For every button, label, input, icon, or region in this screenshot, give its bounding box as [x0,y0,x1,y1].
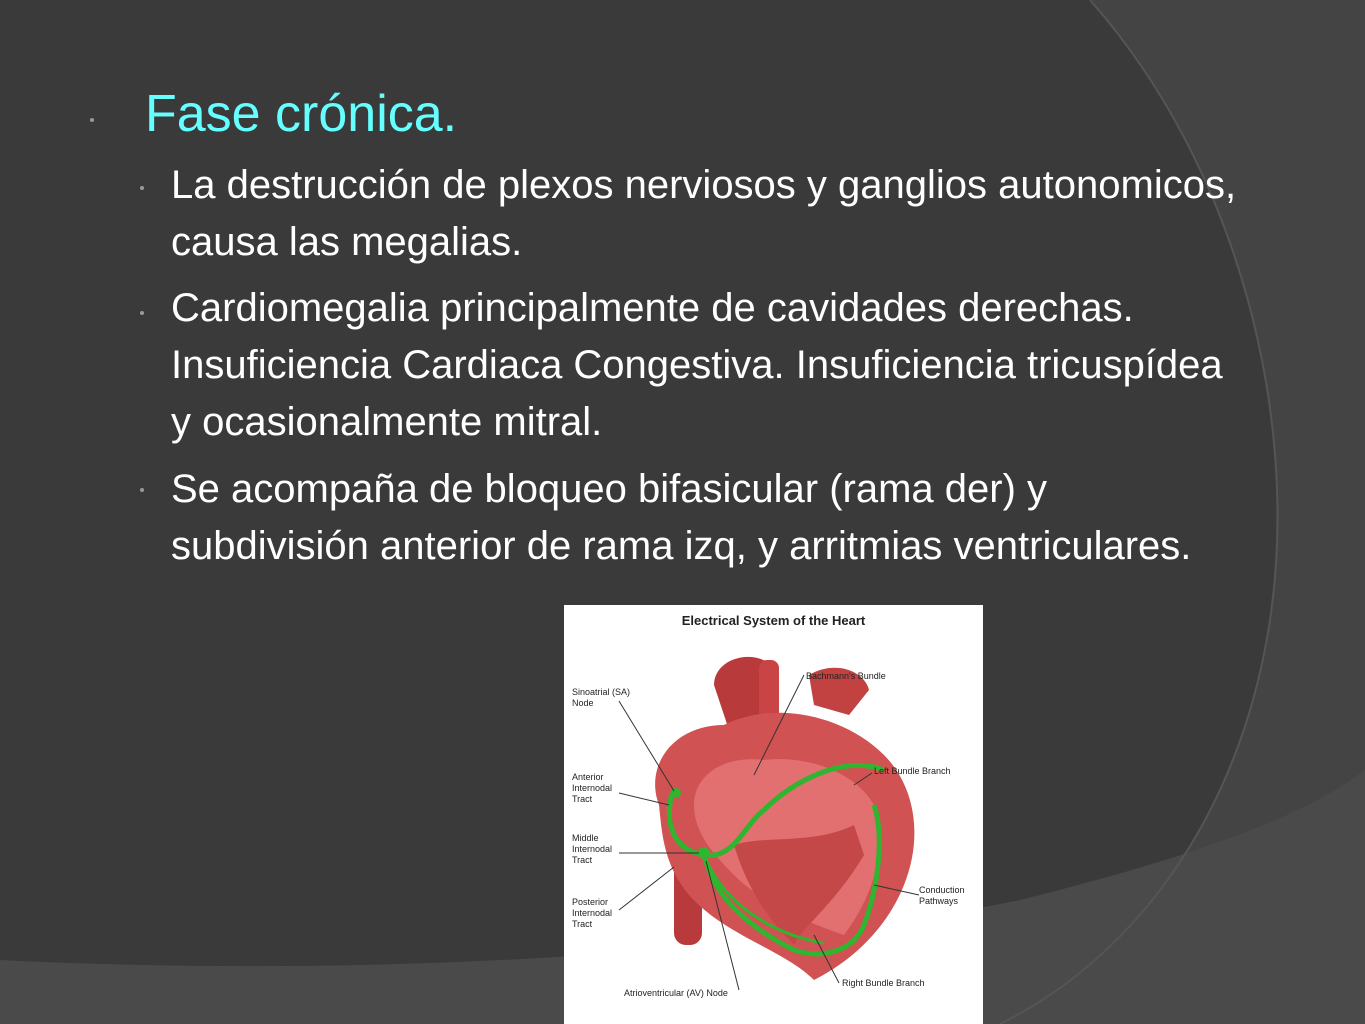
bullet-item: Se acompaña de bloqueo bifasicular (rama der) y subdivisión anterior de rama izq, y arritmias ventriculares. [171,467,1192,568]
bullet-item: La destrucción de plexos nerviosos y ganglios autonomicos, causa las megalias. [171,163,1237,264]
label-sa-node: Sinoatrial (SA) Node [572,687,631,708]
heart-diagram [564,605,983,1024]
label-bachmann: Bachmann's Bundle [806,671,886,681]
bullet-marker [90,118,94,122]
bullet-item: Cardiomegalia principalmente de cavidades derechas. Insuficiencia Cardiaca Congestiva. Insuficiencia tricuspídea y ocasionalmente mitral. [171,286,1223,444]
label-conduction: Conduction Pathways [919,885,965,906]
label-left-bundle: Left Bundle Branch [874,766,951,776]
slide-title: Fase crónica. [145,85,458,143]
label-posterior-tract: Posterior Internodal Tract [572,897,613,929]
label-right-bundle: Right Bundle Branch [842,978,925,988]
figure-title: Electrical System of the Heart [681,613,866,628]
heart-illustration [564,605,983,1024]
bullet-marker [140,186,144,190]
label-middle-tract: Middle Internodal Tract [572,833,613,865]
bullet-marker [140,311,144,315]
label-av-node: Atrioventricular (AV) Node [624,988,728,998]
bullet-marker [140,488,144,492]
label-anterior-tract: Anterior Internodal Tract [572,772,613,804]
